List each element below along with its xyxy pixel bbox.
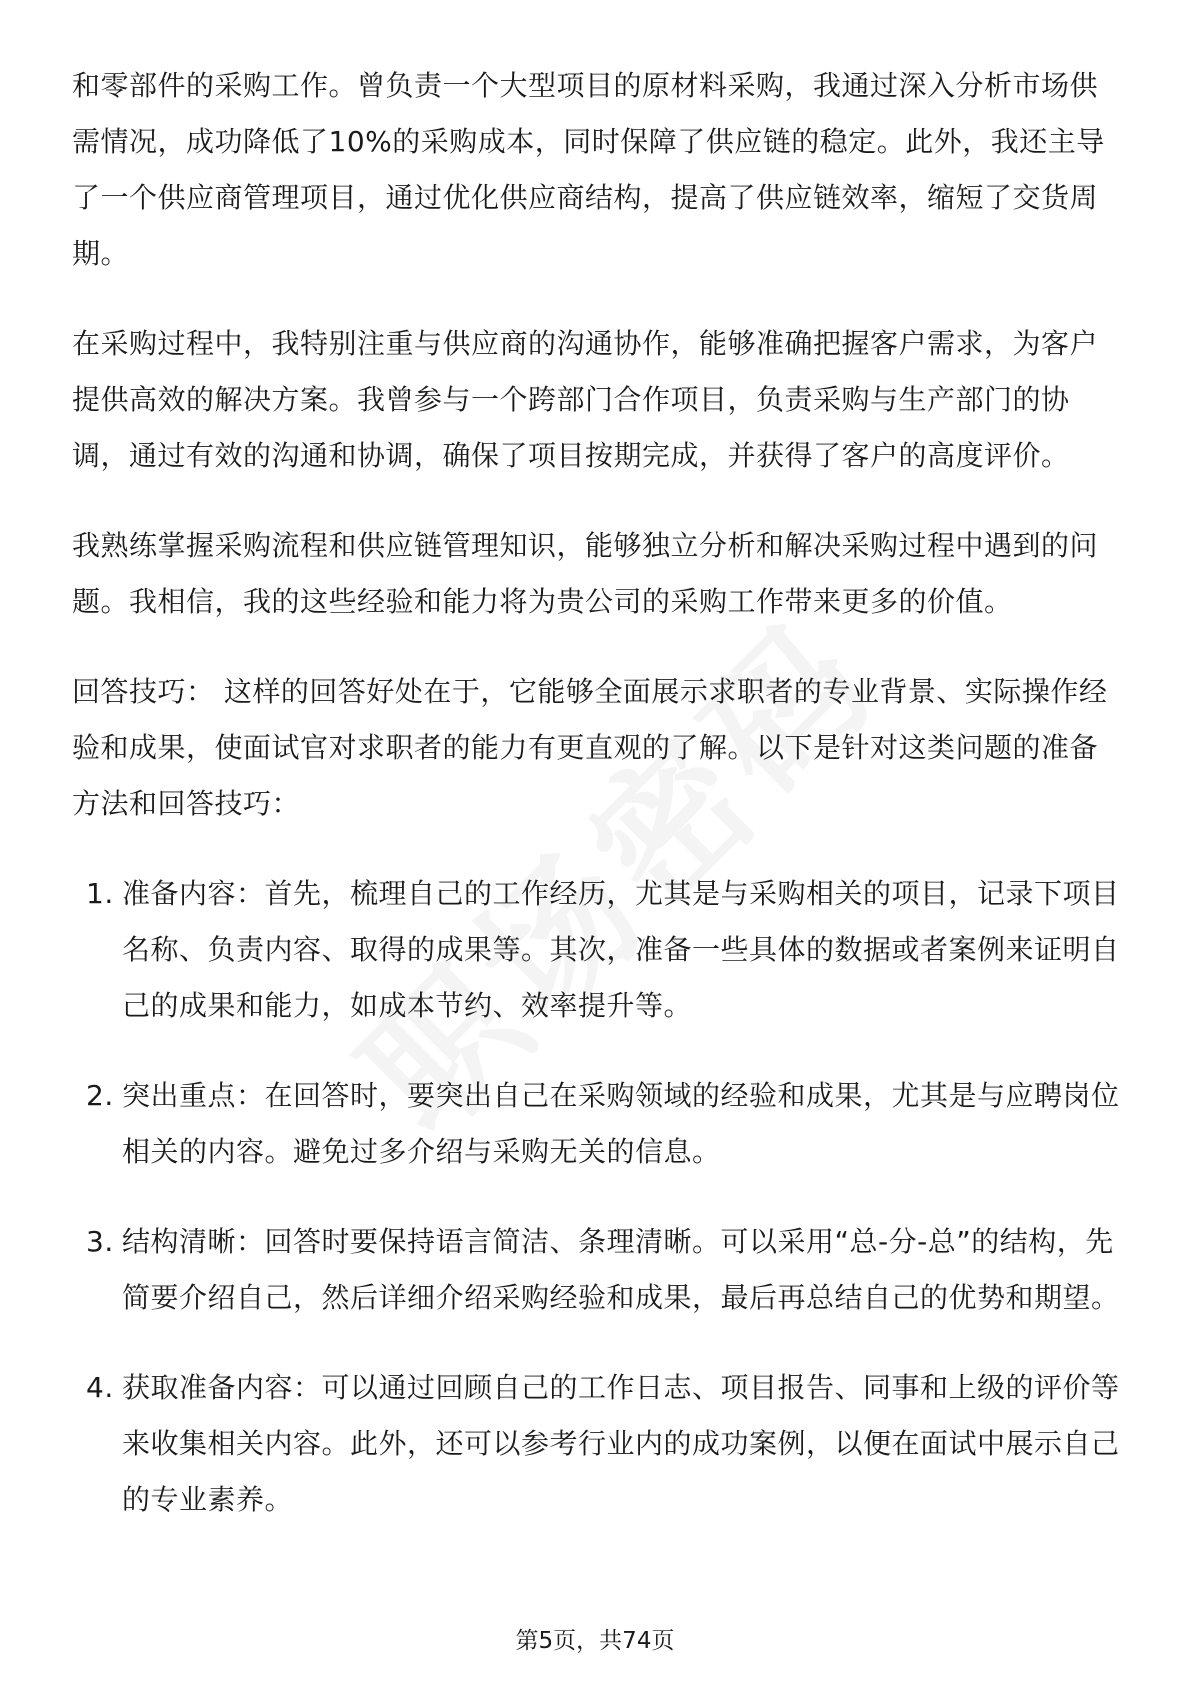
list-item-number: 1.	[86, 877, 114, 910]
paragraph-skills: 我熟练掌握采购流程和供应链管理知识，能够独立分析和解决采购过程中遇到的问题。我相信，我的这些经验和能力将为贵公司的采购工作带来更多的价值。	[72, 529, 1099, 618]
list-item	[72, 1214, 1120, 1326]
list-item-text: 结构清晰：回答时要保持语言简洁、条理清晰。可以采用“总-分-总”的结构，先简要介绍自己，然后详细介绍采购经验和成果，最后再总结自己的优势和期望。	[122, 1225, 1120, 1314]
paragraph-experience: 和零部件的采购工作。曾负责一个大型项目的原材料采购，我通过深入分析市场供需情况，成功降低了10%的采购成本，同时保障了供应链的稳定。此外，我还主导了一个供应商管理项目，通过优化供应商结构，提高了供应链效率，缩短了交货周期。	[72, 69, 1105, 270]
tips-list	[72, 866, 1120, 1528]
list-item-text: 获取准备内容：可以通过回顾自己的工作日志、项目报告、同事和上级的评价等来收集相关内容。此外，还可以参考行业内的成功案例，以便在面试中展示自己的专业素养。	[122, 1371, 1120, 1516]
list-item	[72, 1360, 1120, 1528]
list-item-number: 4.	[86, 1371, 114, 1404]
paragraph-communication: 在采购过程中，我特别注重与供应商的沟通协作，能够准确把握客户需求，为客户提供高效的解决方案。我曾参与一个跨部门合作项目，负责采购与生产部门的协调，通过有效的沟通和协调，确保了项目按期完成，并获得了客户的高度评价。	[72, 327, 1099, 472]
list-item-text: 准备内容：首先，梳理自己的工作经历，尤其是与采购相关的项目，记录下项目名称、负责内容、取得的成果等。其次，准备一些具体的数据或者案例来证明自己的成果和能力，如成本节约、效率提升等。	[122, 877, 1120, 1022]
list-item-number: 3.	[86, 1225, 114, 1258]
paragraph-answer-tips: 回答技巧： 这样的回答好处在于，它能够全面展示求职者的专业背景、实际操作经验和成果，使面试官对求职者的能力有更直观的了解。以下是针对这类问题的准备方法和回答技巧：	[72, 675, 1108, 820]
document-body	[72, 58, 1120, 1562]
page-number: 第5页，共74页	[515, 1628, 675, 1654]
list-item	[72, 866, 1120, 1034]
list-item-number: 2.	[86, 1079, 114, 1112]
list-item	[72, 1068, 1120, 1180]
list-item-text: 突出重点：在回答时，要突出自己在采购领域的经验和成果，尤其是与应聘岗位相关的内容。避免过多介绍与采购无关的信息。	[122, 1079, 1120, 1168]
